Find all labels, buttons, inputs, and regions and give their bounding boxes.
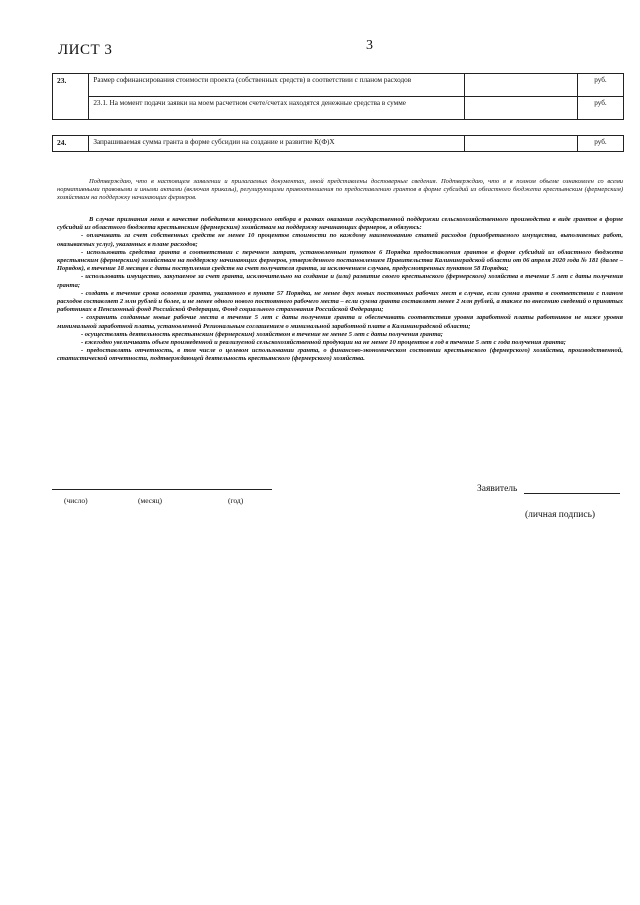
date-year-caption: (год) [228,496,244,505]
amount-input-cell[interactable] [464,74,577,97]
table-row [53,97,624,120]
date-day-caption: (число) [64,496,88,505]
sheet-label: ЛИСТ 3 [58,42,113,58]
table-row [53,136,624,152]
obligation-item: - ежегодно увеличивать объем произведенной и реализуемой сельскохозяйственной продукции на не менее 10 процентов в год в течение 5 лет с года получения гранта; [81,339,566,347]
page-number: 3 [366,38,373,53]
applicant-label: Заявитель [477,484,518,494]
obligation-item: - предоставлять отчетность, в том числе о целевом использовании гранта, о финансово-экономическом состоянии крестьянского (фермерского) хозяйства, производственной, статистической отчетности, подтверждающей деятельность крестьянского (фермерского) хозяйства. [57,347,623,363]
signature-caption: (личная подпись) [525,510,596,520]
table-row [53,74,624,97]
obligation-item: - использовать имущество, закупаемое за счет гранта, исключительно на создание и (или) развитие своего крестьянского (фермерского) хозяйства в течение 5 лет с даты получения гранта; [57,273,623,289]
confirmation-paragraph: Подтверждаю, что в настоящем заявлении и прилагаемых документах, мной представлены достоверные сведения. Подтверждаю, что я в полном объеме ознакомлен со всеми нормативными правовыми и иными актами (включая приказы), регулирующими правоотношения по предоставлению грантов в форме субсидий из областного бюджета крестьянским (фермерским) хозяйствам на поддержку начинающих фермеров. [57,178,623,202]
obligation-item: - использовать средства гранта в соответствии с перечнем затрат, установленным пунктом 6 Порядка предоставления грантов в форме субсидий из областного бюджета крестьянским (фермерским) хозяйствам на поддержку начинающих фермеров, утвержденного постановлением Правительства Калининградской области от 06 апреля 2020 года № 181 (далее – Порядок), в течение 18 месяцев с даты поступления средств на счет получателя гранта, за исключением случаев, предусмотренных пунктом 58 Порядка; [57,248,623,273]
row-unit: руб. [577,136,623,152]
obligations-section [57,216,623,364]
funding-table [52,73,624,120]
row-description: Запрашиваемая сумма гранта в форме субсидии на создание и развитие К(Ф)Х [89,136,464,152]
obligation-item: - создать в течение срока освоения гранта, указанного в пункте 57 Порядка, не менее двух новых постоянных рабочих мест в случае, если сумма гранта в соответствии с планом расходов составляет 2 млн рублей и более, и не менее одного нового постоянного рабочего места – если сумма гранта составляет менее 2 млн рублей, а также по внесению сведений о принятых работниках в Пенсионный фонд Российской Федерации, Фонд социального страхования Российской Федерации; [57,289,623,314]
amount-input-cell[interactable] [464,136,577,152]
obligation-item: - сохранить созданные новые рабочие места в течение 5 лет с даты получения гранта и обеспечивать соответствия уровня заработной платы работников не ниже уровня минимальной заработной платы, установленной Региональным соглашением о минимальной заработной плате в Калининградской области; [57,314,623,330]
signature-line[interactable] [524,493,620,494]
row-unit: руб. [577,74,623,97]
obligation-item: - осуществлять деятельность крестьянским (фермерским) хозяйством в течение не менее 5 лет с даты получения гранта; [81,330,443,338]
obligation-item: - оплачивать за счет собственных средств не менее 10 процентов стоимости по каждому наименованию статей расходов (приобретаемого имущества, выполняемых работ, оказываемых услуг), указанных в плане расходов; [57,232,623,248]
amount-input-cell[interactable] [464,97,577,120]
row-number: 23. [53,74,89,120]
row-description: 23.1. На момент подачи заявки на моем расчетном счете/счетах находятся денежные средства в сумме [89,97,464,120]
row-description: Размер софинансирования стоимости проекта (собственных средств) в соответствии с планом расходов [89,74,464,97]
grant-request-table [52,135,624,152]
row-number: 24. [53,136,89,152]
obligations-intro: В случае признания меня в качестве победителя конкурсного отбора в рамках оказания государственной поддержки сельскохозяйственного производства в виде грантов в форме субсидий из областного бюджета крестьянским (фермерским) хозяйствам на поддержку начинающих фермеров, я обязуюсь: [57,216,623,232]
row-unit: руб. [577,97,623,120]
date-month-caption: (месяц) [138,496,163,505]
date-line[interactable] [52,489,272,490]
